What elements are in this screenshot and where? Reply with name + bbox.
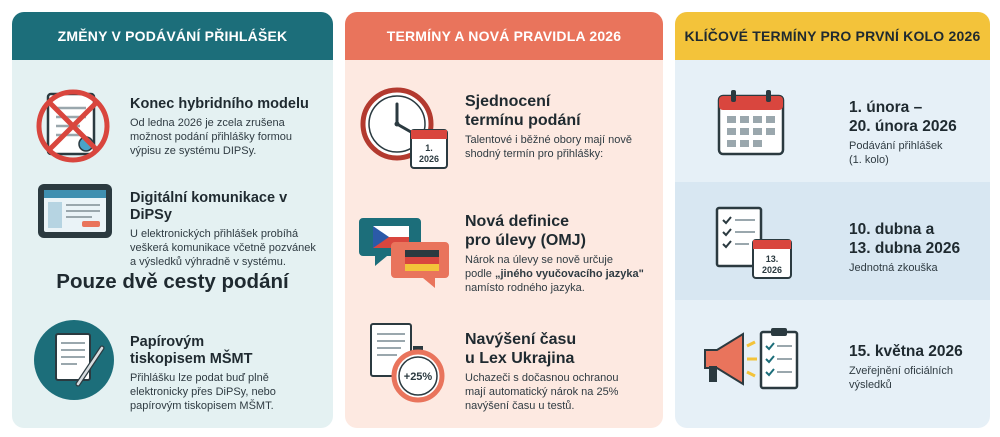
clock-calendar-icon — [359, 84, 451, 172]
key-date: 15. května 2026 — [849, 343, 963, 360]
key-date-desc: Podávání přihlášek (1. kolo) — [849, 140, 943, 166]
key-date-row — [675, 182, 990, 300]
panel-header: ZMĚNY V PODÁVÁNÍ PŘIHLÁŠEK — [12, 12, 333, 60]
item-desc: Uchazeči s dočasnou ochranou mají automatický nárok na 25% navýšení času u testů. — [465, 372, 619, 412]
panel-header: KLÍČOVÉ TERMÍNY PRO PRVNÍ KOLO 2026 — [675, 12, 990, 60]
stopwatch-plus25-icon — [367, 320, 451, 406]
svg-text:2026: 2026 — [418, 154, 440, 164]
paper-form-pen-icon — [32, 318, 116, 402]
tablet-icon — [34, 180, 116, 244]
key-date: 10. dubna a 13. dubna 2026 — [849, 221, 961, 257]
svg-text:13.: 13. — [765, 254, 779, 264]
calendar-icon — [715, 86, 787, 158]
item-title: Nová definice pro úlevy (OMJ) — [465, 213, 586, 249]
key-date-desc: Jednotná zkouška — [849, 262, 938, 274]
svg-text:1.: 1. — [425, 143, 433, 153]
item-desc: Od ledna 2026 je zcela zrušena možnost podání přihlášky formou výpisu ze systému DIPSy. — [130, 117, 293, 157]
item-title: Digitální komunikace v DiPSy — [130, 190, 288, 223]
svg-text:+25%: +25% — [403, 371, 433, 383]
svg-text:2026: 2026 — [761, 265, 783, 275]
panel-changes — [12, 12, 333, 428]
crossed-document-icon — [32, 84, 114, 170]
two-ways-callout: Pouze dvě cesty podání — [56, 270, 289, 293]
item-desc: Přihlášku lze podat buď plně elektronicky přes DiPSy, nebo papírovým tiskopisem MŠMT. — [130, 372, 276, 412]
language-flags-icon — [359, 212, 451, 290]
key-date-row — [675, 64, 990, 182]
megaphone-checklist-icon — [697, 326, 801, 396]
key-date: 1. února – 20. února 2026 — [849, 99, 957, 135]
checklist-calendar-icon — [713, 204, 795, 282]
item-desc: U elektronických přihlášek probíhá veškerá komunikace včetně pozvánek a výsledků výhradně v systému. — [130, 228, 316, 268]
item-title: Sjednocení termínu podání — [465, 93, 581, 129]
panel-key-dates — [675, 12, 990, 428]
item-title: Papírovým tiskopisem MŠMT — [130, 334, 253, 367]
item-desc: Nárok na úlevy se nově určuje podle „jiného vyučovacího jazyka" namísto rodného jazyka. — [465, 254, 644, 294]
panel-dates-rules — [345, 12, 663, 428]
key-date-row — [675, 300, 990, 418]
panel-header: TERMÍNY A NOVÁ PRAVIDLA 2026 — [345, 12, 663, 60]
item-title: Navýšení času u Lex Ukrajina — [465, 331, 577, 367]
item-desc: Talentové i běžné obory mají nově shodný termín pro přihlášky: — [465, 134, 632, 160]
item-title: Konec hybridního modelu — [130, 96, 309, 112]
key-date-desc: Zveřejnění oficiálních výsledků — [849, 365, 953, 391]
